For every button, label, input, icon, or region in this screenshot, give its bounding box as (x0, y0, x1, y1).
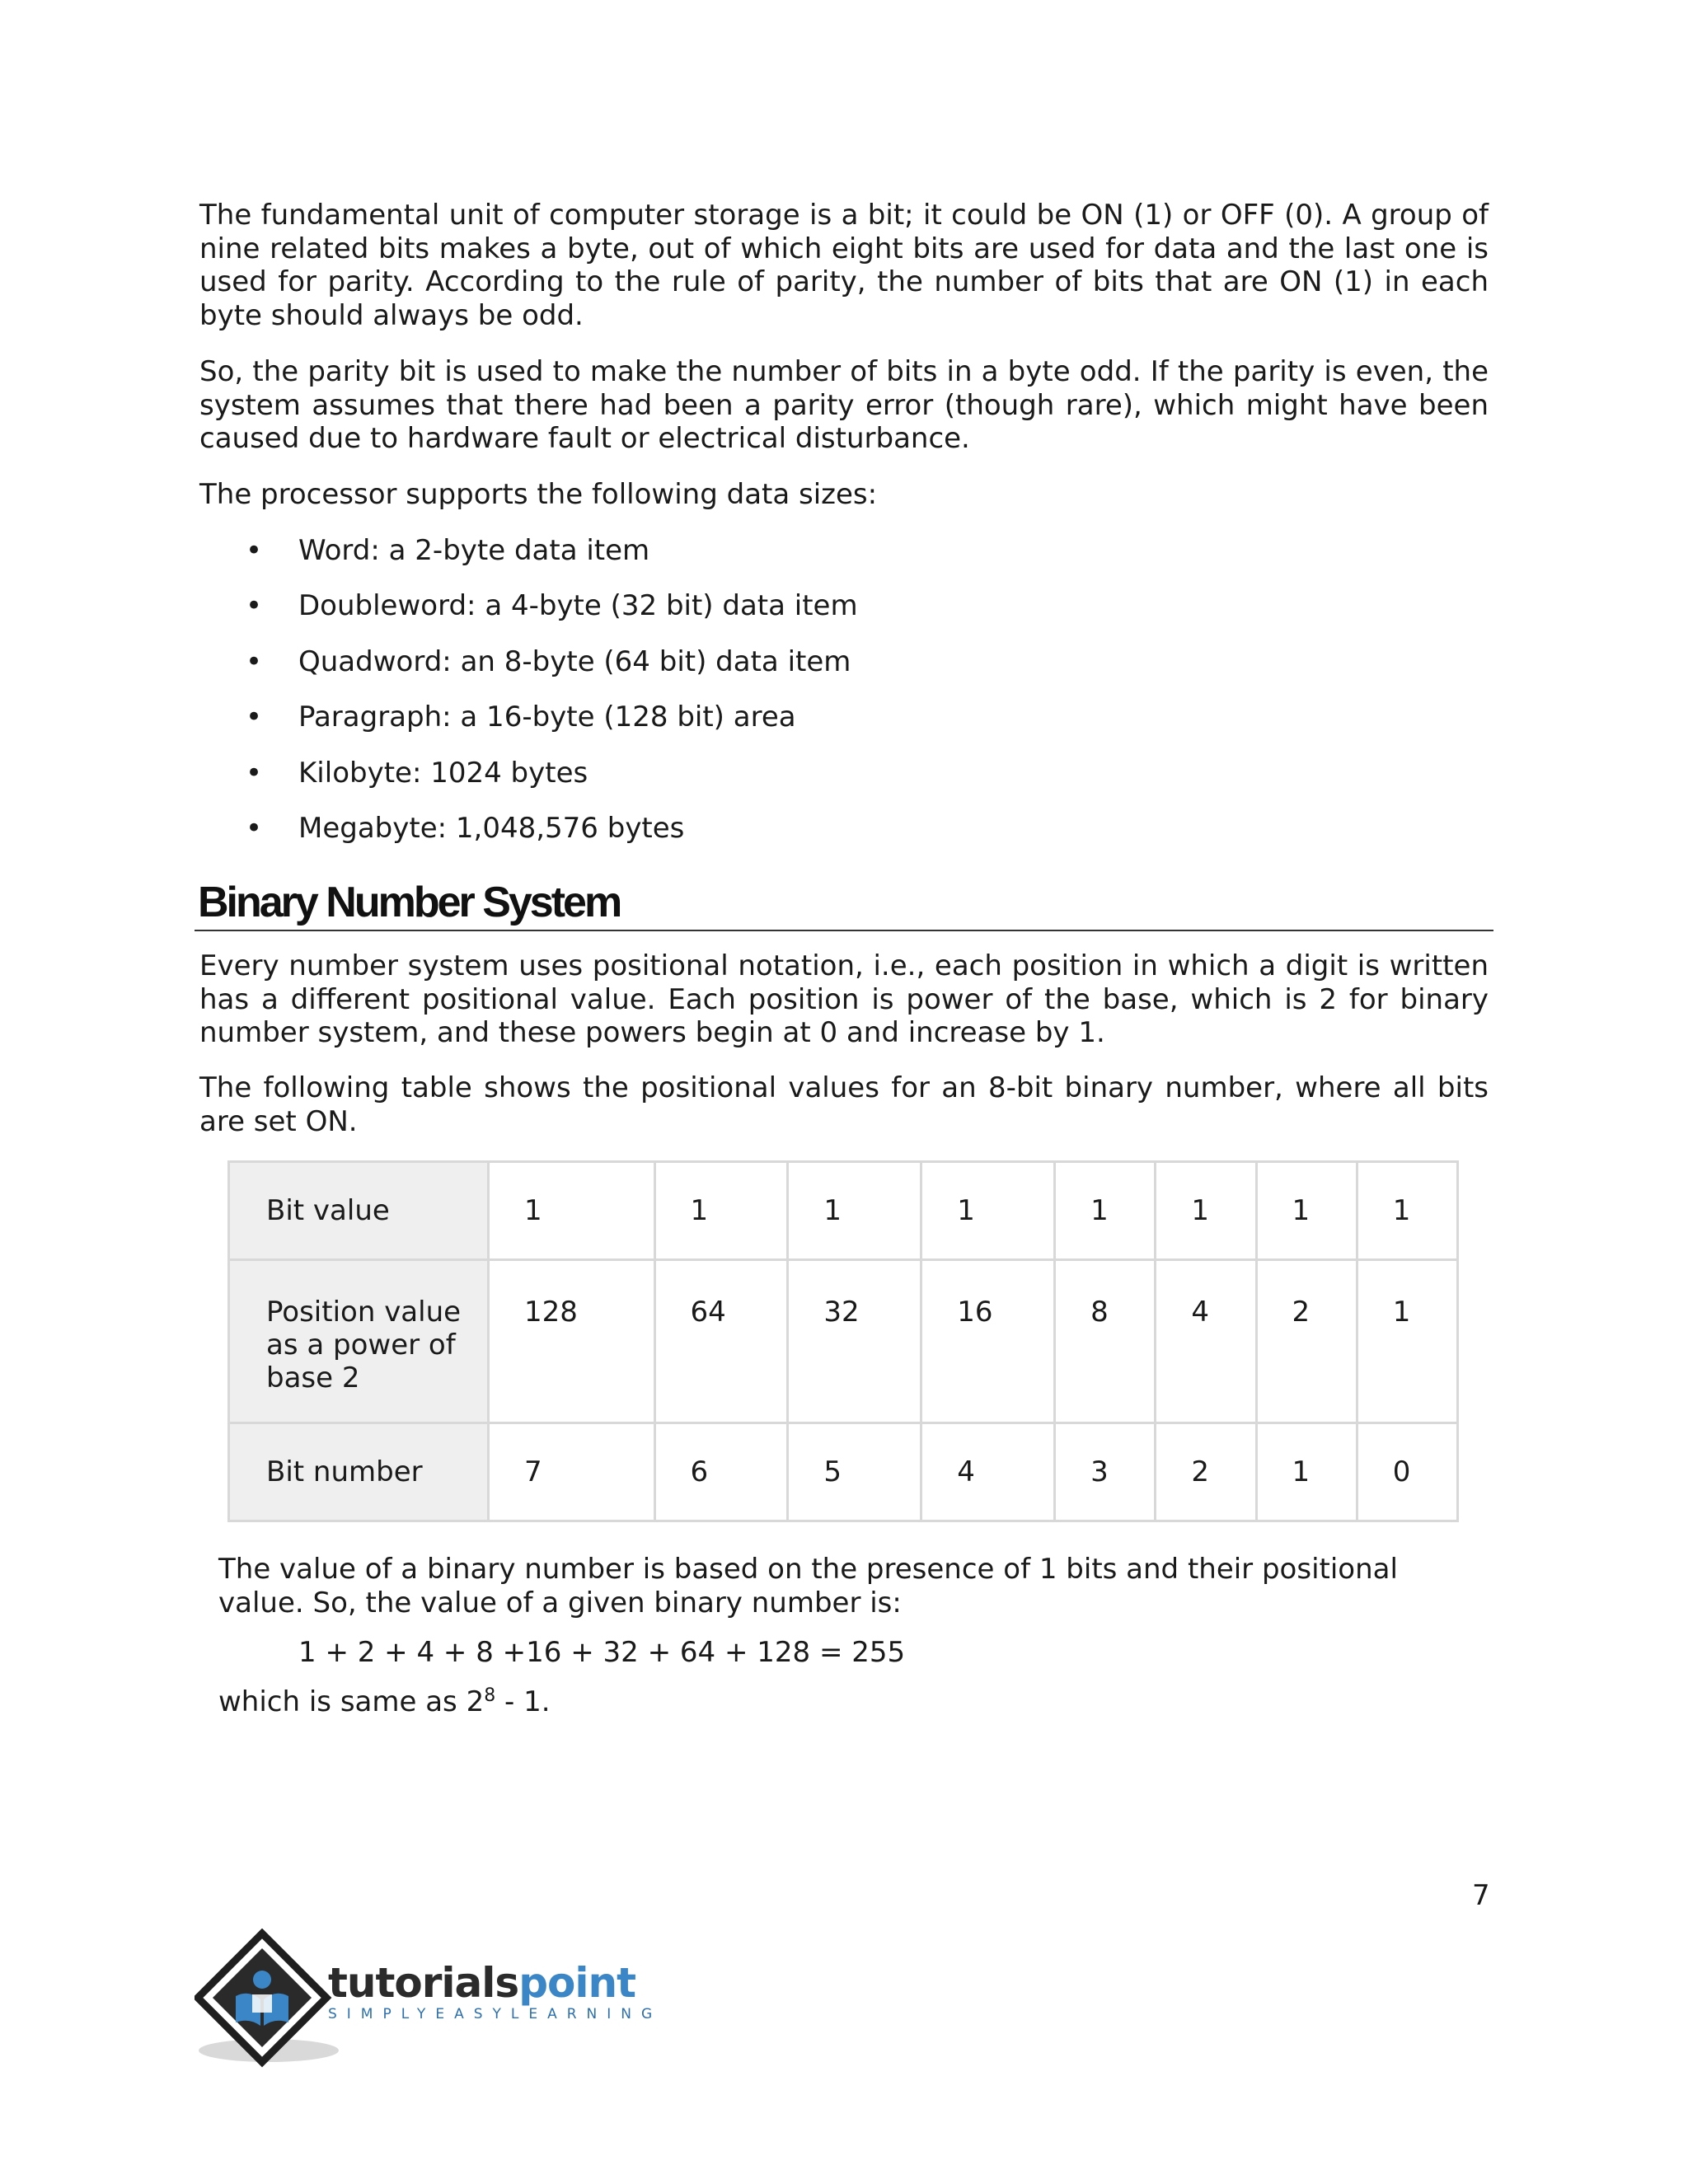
closing-line (218, 1685, 551, 1718)
table-cell: 1 (1156, 1162, 1256, 1260)
bullet-icon: • (246, 645, 263, 678)
bullet-icon: • (246, 701, 263, 733)
table-cell: 1 (788, 1162, 921, 1260)
table-cell: 4 (921, 1423, 1055, 1521)
row-label: Bit number (229, 1423, 489, 1521)
table-cell: 64 (654, 1260, 788, 1423)
table-cell: 6 (654, 1423, 788, 1521)
table-cell: 0 (1357, 1423, 1457, 1521)
list-item: Kilobyte: 1024 bytes (298, 757, 588, 790)
list-item: Word: a 2-byte data item (298, 534, 650, 567)
table-cell: 128 (489, 1260, 655, 1423)
logo-word-dark: tutorials (328, 1959, 519, 2007)
list-item: Paragraph: a 16-byte (128 bit) area (298, 701, 796, 733)
table-cell: 1 (489, 1162, 655, 1260)
table-cell: 1 (1357, 1260, 1457, 1423)
intro-paragraph-3: The processor supports the following data sizes: (199, 478, 878, 511)
section-paragraph-1: Every number system uses positional notation, i.e., each position in which a digit is written has a different positional value. Each position is power of the base, which is 2 for binary number system, and these powers begin at 0 and increase by 1. (199, 949, 1489, 1049)
closing-prefix: which is same as 2 (218, 1685, 485, 1718)
bullet-icon: • (246, 757, 263, 790)
table-cell: 2 (1256, 1260, 1357, 1423)
table-cell: 32 (788, 1260, 921, 1423)
table-cell: 1 (1357, 1162, 1457, 1260)
logo-wordmark (328, 1960, 635, 2006)
closing-suffix: - 1. (495, 1685, 551, 1718)
bullet-icon: • (246, 812, 263, 845)
row-label: Position value as a power of base 2 (229, 1260, 489, 1423)
table-cell: 1 (1055, 1162, 1156, 1260)
table-cell: 4 (1156, 1260, 1256, 1423)
bullet-icon: • (246, 534, 263, 567)
bullet-icon: • (246, 589, 263, 622)
table-cell: 3 (1055, 1423, 1156, 1521)
table-cell: 8 (1055, 1260, 1156, 1423)
intro-paragraph-2: So, the parity bit is used to make the number of bits in a byte odd. If the parity is even, the system assumes that there had been a parity error (though rare), which might have been caused due to hardware fault or electrical disturbance. (199, 355, 1489, 455)
positional-values-table (227, 1160, 1459, 1522)
table-cell: 16 (921, 1260, 1055, 1423)
table-row (229, 1423, 1458, 1521)
table-cell: 2 (1156, 1423, 1256, 1521)
row-label: Bit value (229, 1162, 489, 1260)
intro-paragraph-1: The fundamental unit of computer storage is a bit; it could be ON (1) or OFF (0). A group of nine related bits makes a byte, out of which eight bits are used for data and the last one is used for parity. According to the rule of parity, the number of bits that are ON (1) in each byte should always be odd. (199, 199, 1489, 332)
exponent: 8 (484, 1685, 496, 1706)
section-paragraph-2: The following table shows the positional values for an 8-bit binary number, where all bits are set ON. (199, 1071, 1489, 1138)
after-table-paragraph: The value of a binary number is based on the presence of 1 bits and their positional value. So, the value of a given binary number is: (218, 1553, 1398, 1619)
list-item: Doubleword: a 4-byte (32 bit) data item (298, 589, 858, 622)
table-cell: 1 (654, 1162, 788, 1260)
table-cell: 7 (489, 1423, 655, 1521)
table-row (229, 1162, 1458, 1260)
heading-divider (195, 930, 1493, 931)
table-cell: 1 (1256, 1423, 1357, 1521)
table-cell: 1 (1256, 1162, 1357, 1260)
list-item: Quadword: an 8-byte (64 bit) data item (298, 645, 851, 678)
section-heading: Binary Number System (198, 879, 621, 926)
logo-tagline: SIMPLYEASYLEARNING (328, 2006, 663, 2022)
list-item: Megabyte: 1,048,576 bytes (298, 812, 685, 845)
page-number: 7 (1472, 1879, 1490, 1912)
sum-formula: 1 + 2 + 4 + 8 +16 + 32 + 64 + 128 = 255 (298, 1636, 906, 1669)
table-cell: 5 (788, 1423, 921, 1521)
table-row (229, 1260, 1458, 1423)
logo-word-blue: point (518, 1959, 635, 2007)
table-cell: 1 (921, 1162, 1055, 1260)
